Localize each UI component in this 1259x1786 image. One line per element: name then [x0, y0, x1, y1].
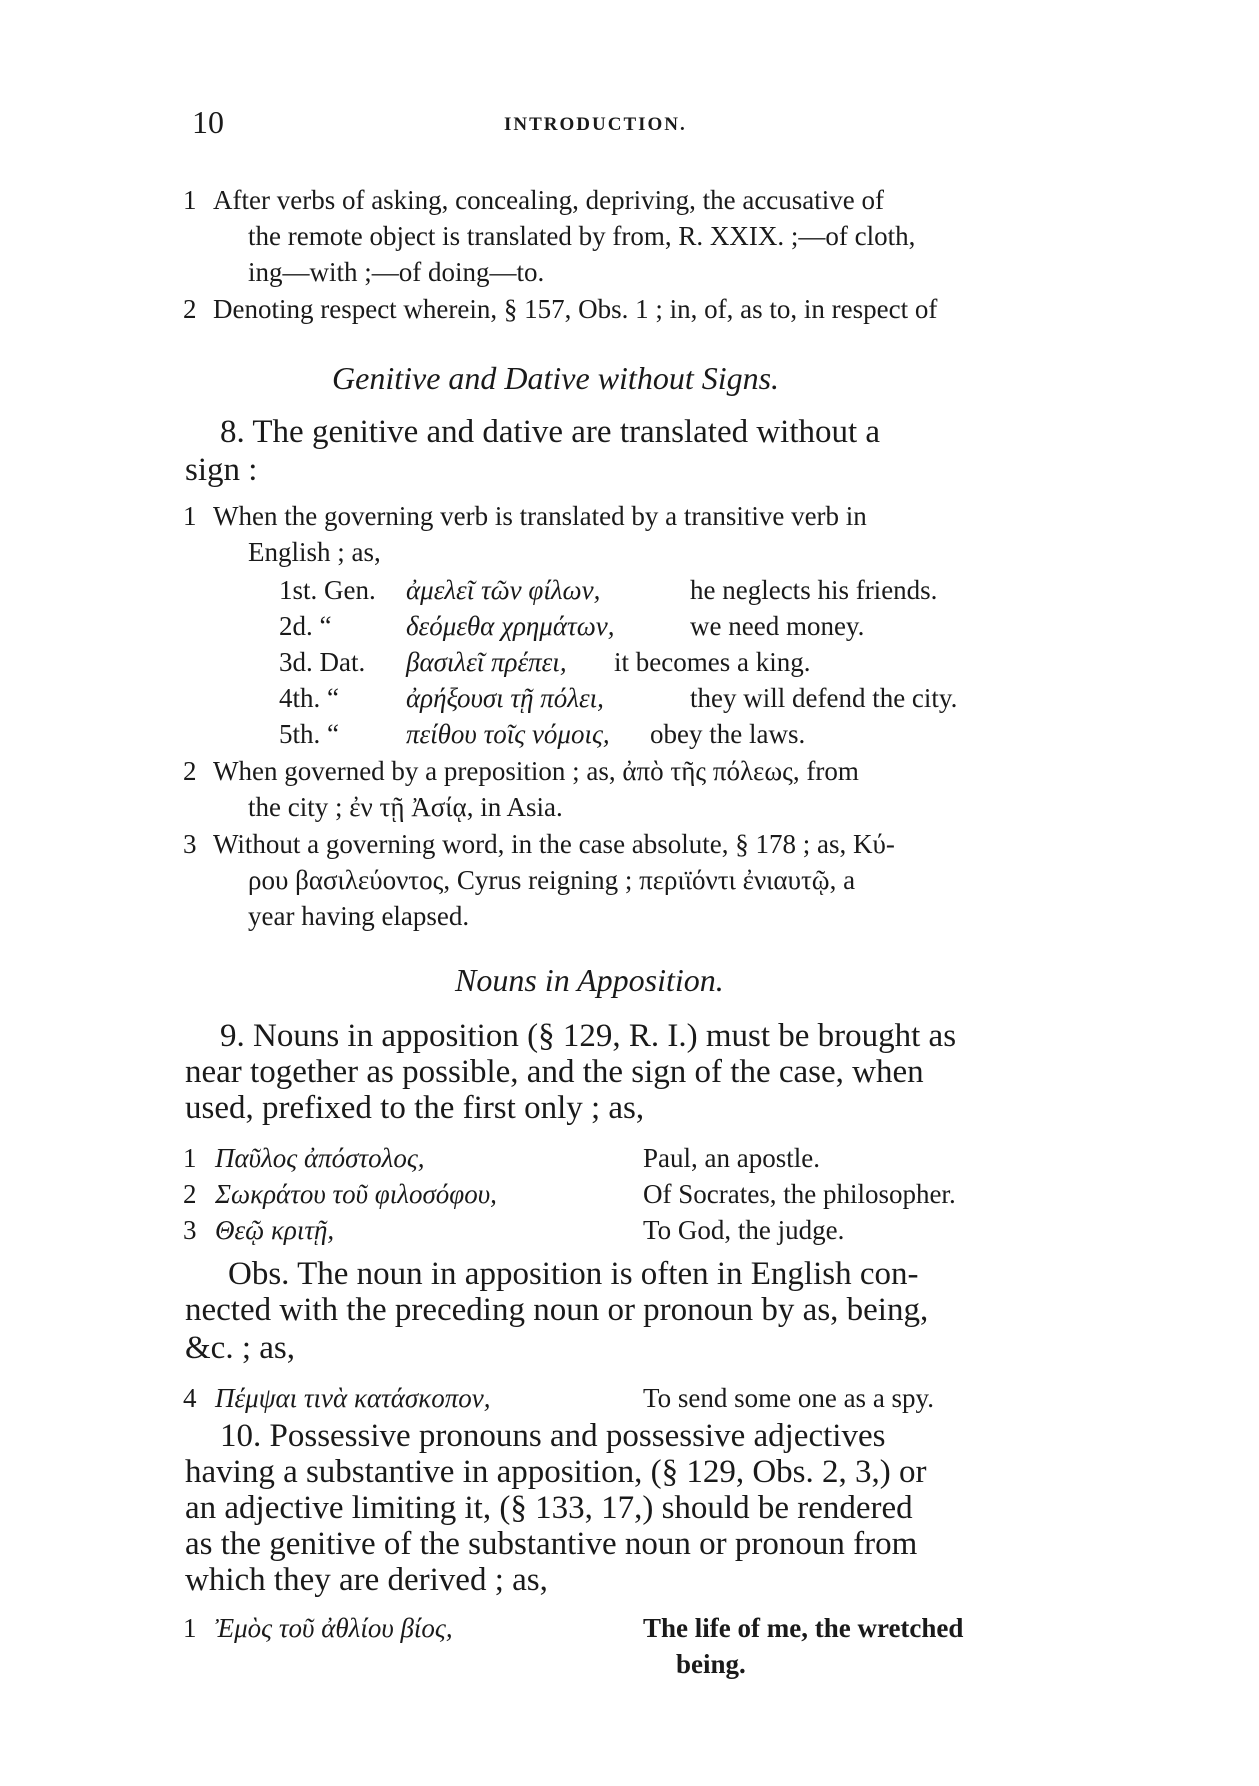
- list-number: 4: [183, 1383, 197, 1413]
- paragraph-line: which they are derived ; as,: [185, 1562, 548, 1598]
- list-number: 1: [183, 1143, 197, 1173]
- paragraph-line: an adjective limiting it, (§ 133, 17,) should be rendered: [185, 1490, 913, 1526]
- page-number: 10: [192, 104, 224, 140]
- english-text: The life of me, the wretched: [643, 1613, 964, 1643]
- obs-line: nected with the preceding noun or pronoun by as, being,: [185, 1292, 929, 1328]
- greek-text: Πέμψαι τινὰ κατάσκοπον,: [215, 1383, 491, 1413]
- paragraph-line: used, prefixed to the first only ; as,: [185, 1090, 645, 1126]
- greek-text: δεόμεθα χρημάτων,: [406, 611, 615, 641]
- list-number: 3: [183, 1215, 197, 1245]
- list-number: 1: [183, 1613, 197, 1643]
- text-line: ρου βασιλεύοντος, Cyrus reigning ; περιϊόντι ἐνιαυτῷ, a: [248, 865, 856, 895]
- list-number: 1: [183, 185, 197, 215]
- paragraph-line: near together as possible, and the sign of the case, when: [185, 1054, 924, 1090]
- english-text: Paul, an apostle.: [643, 1143, 820, 1173]
- text-line: the city ; ἐν τῇ Ἀσίᾳ, in Asia.: [248, 792, 563, 822]
- text-line: When governed by a preposition ; as, ἀπὸ τῆς πόλεως, from: [213, 756, 859, 786]
- greek-text: ἀμελεῖ τῶν φίλων,: [406, 575, 601, 605]
- example-label: 4th. “: [279, 683, 339, 713]
- obs-line: &c. ; as,: [185, 1330, 295, 1366]
- greek-text: ἀρήξουσι τῇ πόλει,: [406, 683, 604, 713]
- paragraph-line: having a substantive in apposition, (§ 129, Obs. 2, 3,) or: [185, 1454, 927, 1490]
- english-text: they will defend the city.: [690, 683, 958, 713]
- document-page: 10 INTRODUCTION. 1 After verbs of asking, concealing, depriving, the accusative of the remote object is translated by from, R. XXIX. ;—of cloth, ing—with ;—of doing—to. 2 Denoting respect wherein, § 157, Obs. 1 ; in, of, as to, in respect of Genitive and Dative without Signs. 8. The genitive and dative are translated without a sign : 1 When the governing verb is translated by a transitive verb in English ; as, 1st. Gen. ἀμελεῖ τῶν φίλων, he neglects his friends. 2d. “ δεόμεθα χρημάτων, we need money. 3d. Dat. βασιλεῖ πρέπει, it becomes a king. 4th. “ ἀρήξουσι τῇ πόλει, they will defend the city. 5th. “ πείθου τοῖς νόμοις, obey the laws. 2 When governed by a preposition ; as, ἀπὸ τῆς πόλεως, from the city ; ἐν τῇ Ἀσίᾳ, in Asia. 3 Without a governing word, in the case absolute, § 178 ; as, Κύ- ρου βασιλεύοντος, Cyrus reigning ; περιϊόντι ἐνιαυτῷ, a year having elapsed. Nouns in Apposition. 9. Nouns in apposition (§ 129, R. I.) must be brought as near together as possible, and the sign of the case, when used, prefixed to the first only ; as, 1 Παῦλος ἀπόστολος, Paul, an apostle. 2 Σωκράτου τοῦ φιλοσόφου, Of Socrates, the philosopher. 3 Θεῷ κριτῇ, To God, the judge. Obs. The noun in apposition is often in English con- nected with the preceding noun or pronoun by as, being, &c. ; as, 4 Πέμψαι τινὰ κατάσκοπον, To send some one as a spy. 10. Possessive pronouns and possessive adjectives having a substantive in apposition, (§ 129, Obs. 2, 3,) or an adjective limiting it, (§ 133, 17,) should be rendered as the genitive of the substantive noun or pronoun from which they are derived ; as, 1 Ἐμὸς τοῦ ἀθλίου βίος, The life of me, the wretched being.: [0, 0, 1259, 1786]
- example-label: 3d. Dat.: [279, 647, 366, 677]
- text-line: year having elapsed.: [248, 901, 470, 931]
- paragraph-line: 9. Nouns in apposition (§ 129, R. I.) must be brought as: [220, 1018, 957, 1054]
- list-number: 2: [183, 294, 197, 324]
- english-text: being.: [676, 1649, 746, 1679]
- english-text: we need money.: [690, 611, 865, 641]
- running-title: INTRODUCTION.: [504, 114, 687, 135]
- text-line: English ; as,: [248, 537, 381, 567]
- text-line: the remote object is translated by from, R. XXIX. ;—of cloth,: [248, 221, 916, 251]
- section-heading: Nouns in Apposition.: [455, 962, 724, 998]
- paragraph-line: as the genitive of the substantive noun or pronoun from: [185, 1526, 918, 1562]
- text-line: Denoting respect wherein, § 157, Obs. 1 ; in, of, as to, in respect of: [213, 294, 938, 324]
- example-label: 5th. “: [279, 719, 339, 749]
- greek-text: Σωκράτου τοῦ φιλοσόφου,: [215, 1179, 497, 1209]
- english-text: obey the laws.: [650, 719, 806, 749]
- english-text: To send some one as a spy.: [643, 1383, 935, 1413]
- paragraph-line: 8. The genitive and dative are translated without a: [220, 414, 881, 450]
- section-heading: Genitive and Dative without Signs.: [332, 360, 780, 396]
- paragraph-line: 10. Possessive pronouns and possessive adjectives: [220, 1418, 886, 1454]
- paragraph-line: sign :: [185, 452, 258, 488]
- example-label: 2d. “: [279, 611, 332, 641]
- text-line: After verbs of asking, concealing, depriving, the accusative of: [213, 185, 885, 215]
- greek-text: βασιλεῖ πρέπει,: [406, 647, 567, 677]
- english-text: it becomes a king.: [614, 647, 811, 677]
- text-line: ing—with ;—of doing—to.: [248, 257, 545, 287]
- obs-line: Obs. The noun in apposition is often in English con-: [228, 1256, 919, 1292]
- greek-text: Ἐμὸς τοῦ ἀθλίου βίος,: [215, 1613, 453, 1643]
- english-text: To God, the judge.: [643, 1215, 845, 1245]
- example-label: 1st. Gen.: [279, 575, 376, 605]
- text-line: Without a governing word, in the case absolute, § 178 ; as, Κύ-: [213, 829, 895, 859]
- english-text: Of Socrates, the philosopher.: [643, 1179, 956, 1209]
- list-number: 2: [183, 1179, 197, 1209]
- greek-text: Θεῷ κριτῇ,: [215, 1215, 335, 1245]
- english-text: he neglects his friends.: [690, 575, 938, 605]
- greek-text: Παῦλος ἀπόστολος,: [215, 1143, 425, 1173]
- greek-text: πείθου τοῖς νόμοις,: [406, 719, 610, 749]
- text-line: When the governing verb is translated by a transitive verb in: [213, 501, 867, 531]
